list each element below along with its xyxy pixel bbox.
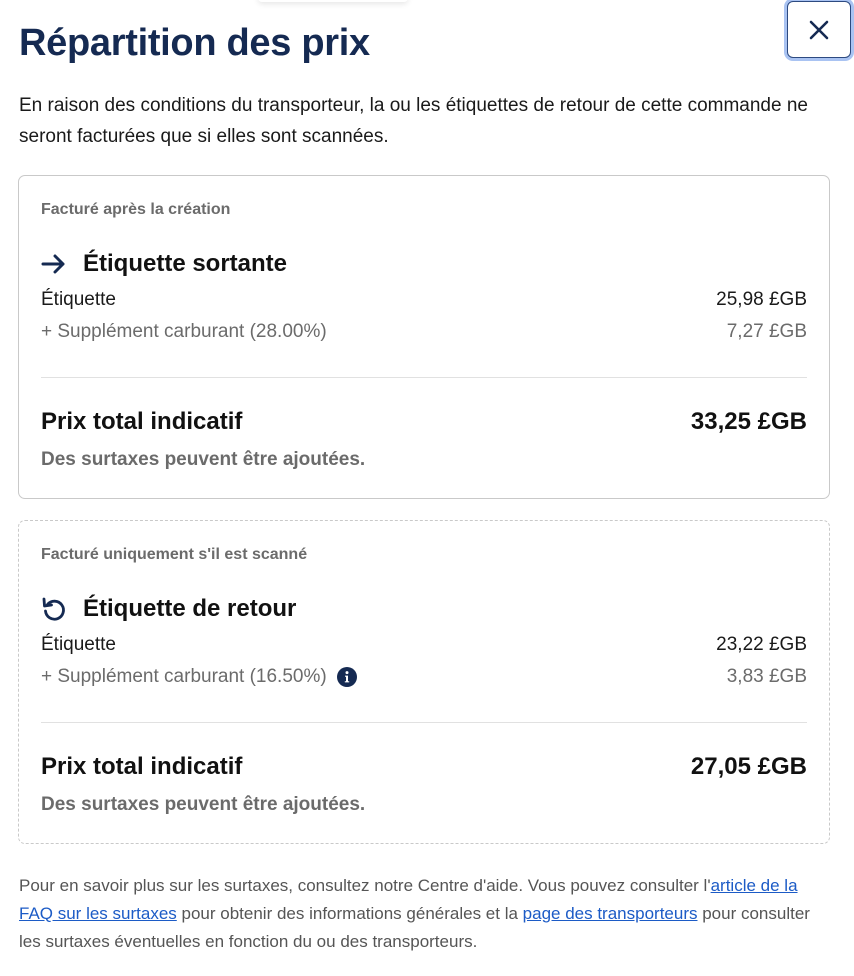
label-title [41,250,287,278]
arrow-right-icon [41,251,67,277]
close-icon [808,19,830,41]
label-name: Étiquette [41,634,116,655]
fuel-surcharge-name: + Supplément carburant (16.50%) [41,666,327,687]
label-name: Étiquette [41,289,116,310]
label-price: 25,98 £GB [716,289,807,310]
total-row [41,408,807,436]
total-label: Prix total indicatif [41,753,243,780]
label-price: 23,22 £GB [716,634,807,655]
label-title-text: Étiquette de retour [83,595,297,622]
total-row [41,753,807,781]
return-arrow-icon [41,596,67,622]
label-row [41,289,807,311]
faq-surcharges-link[interactable]: article de la FAQ sur les surtaxes [19,876,798,923]
fuel-surcharge-name: + Supplément carburant (28.00%) [41,321,327,342]
fuel-surcharge-row [41,321,807,343]
card-heading: Facturé après la création [41,201,231,218]
divider [41,377,807,378]
total-label: Prix total indicatif [41,408,243,435]
fuel-surcharge-name-wrap [41,666,357,688]
total-price: 33,25 £GB [690,408,807,435]
label-title [41,595,296,623]
close-button[interactable] [787,1,851,58]
intro-text: En raison des conditions du transporteur, la ou les étiquettes de retour de cette commande ne seront facturées que si elles sont scannées. [19,95,808,147]
label-title-text: Étiquette sortante [83,250,288,277]
total-price: 27,05 £GB [690,753,807,780]
info-icon[interactable] [337,667,357,687]
dialog-title: Répartition des prix [19,22,370,64]
surcharge-note: Des surtaxes peuvent être ajoutées. [41,794,366,815]
divider [41,722,807,723]
return-price-card [18,520,830,844]
surcharge-note: Des surtaxes peuvent être ajoutées. [41,449,366,470]
footer-help-text [19,872,834,956]
footer-text-3: pour consulter les surtaxes éventuelles en fonction du ou des transporteurs. [19,904,810,951]
fuel-surcharge-row [41,666,807,688]
scroll-shadow [258,0,408,2]
outgoing-price-card [18,175,830,499]
fuel-surcharge-price: 3,83 £GB [726,666,807,687]
label-row [41,634,807,656]
footer-text-1: Pour en savoir plus sur les surtaxes, consultez notre Centre d'aide. Vous pouvez consulter l' [19,876,711,895]
carriers-page-link[interactable]: page des transporteurs [522,904,698,923]
fuel-surcharge-price: 7,27 £GB [726,321,807,342]
footer-text-2: pour obtenir des informations générales et la [176,904,523,923]
card-heading: Facturé uniquement s'il est scanné [41,546,308,563]
